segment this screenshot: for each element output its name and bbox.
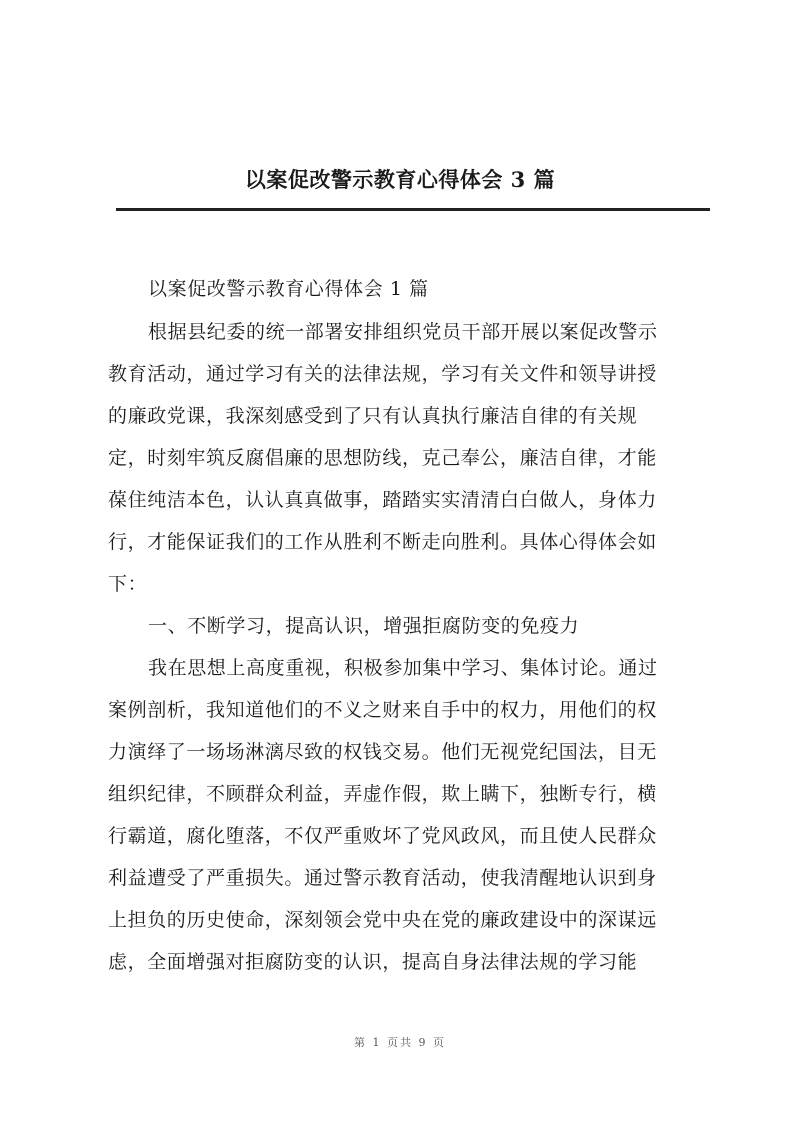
paragraph-line: 案例剖析，我知道他们的不义之财来自手中的权力，用他们的权 <box>108 699 657 721</box>
paragraph-line: 虑，全面增强对拒腐防变的认识，提高自身法律法规的学习能 <box>108 951 638 973</box>
document-title: 以案促改警示教育心得体会 3 篇 <box>244 167 556 192</box>
paragraph-line: 我在思想上高度重视，积极参加集中学习、集体讨论。通过 <box>148 657 658 679</box>
paragraph-line: 的廉政党课，我深刻感受到了只有认真执行廉洁自律的有关规 <box>108 405 638 427</box>
paragraph-line: 上担负的历史使命，深刻领会党中央在党的廉政建设中的深谋远 <box>108 909 657 931</box>
title-divider <box>116 208 710 211</box>
paragraph-line: 组织纪律，不顾群众利益，弄虚作假，欺上瞒下，独断专行，横 <box>108 783 657 805</box>
page-footer: 第 1 页共 9 页 <box>354 1036 446 1049</box>
paragraph-line: 利益遭受了严重损失。通过警示教育活动，使我清醒地认识到身 <box>108 867 657 889</box>
subsection-heading: 一、不断学习，提高认识，增强拒腐防变的免疫力 <box>148 615 580 637</box>
section-heading: 以案促改警示教育心得体会 1 篇 <box>148 278 429 300</box>
paragraph-line: 下： <box>108 573 148 595</box>
paragraph-line: 行，才能保证我们的工作从胜利不断走向胜利。具体心得体会如 <box>108 531 657 553</box>
paragraph-line: 根据县纪委的统一部署安排组织党员干部开展以案促改警示 <box>148 321 658 343</box>
paragraph-line: 教育活动，通过学习有关的法律法规，学习有关文件和领导讲授 <box>108 363 657 385</box>
paragraph-line: 行霸道，腐化堕落，不仅严重败坏了党风政风，而且使人民群众 <box>108 825 657 847</box>
paragraph-line: 葆住纯洁本色，认认真真做事，踏踏实实清清白白做人，身体力 <box>108 489 657 511</box>
paragraph-line: 定，时刻牢筑反腐倡廉的思想防线，克己奉公，廉洁自律，才能 <box>108 447 657 469</box>
paragraph-line: 力演绎了一场场淋漓尽致的权钱交易。他们无视党纪国法，目无 <box>108 741 657 763</box>
